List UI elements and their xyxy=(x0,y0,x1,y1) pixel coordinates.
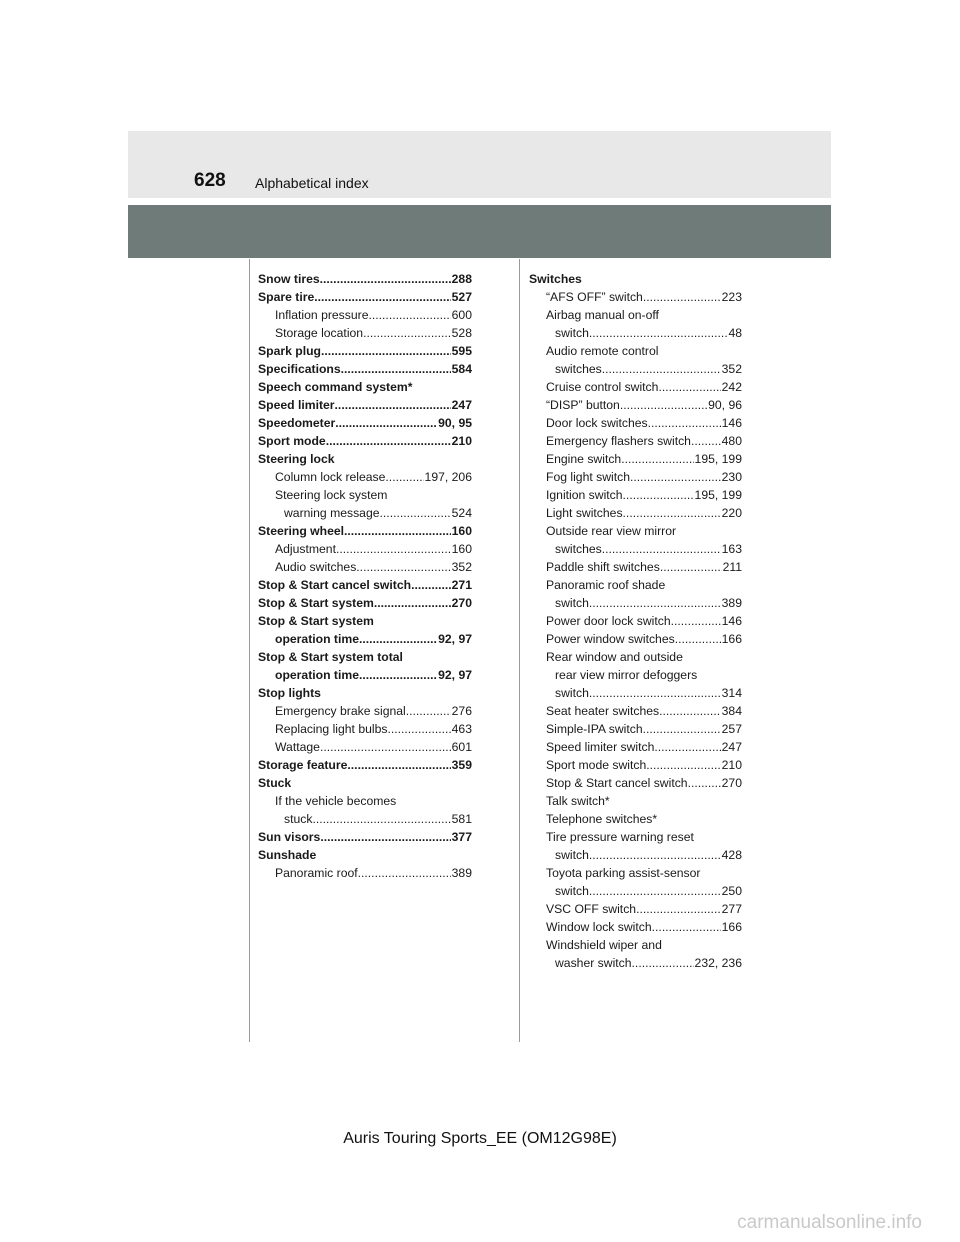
dot-leader xyxy=(359,666,437,684)
page-ref: 247 xyxy=(721,740,742,754)
page-ref: 210 xyxy=(451,434,472,448)
index-term: Sport mode switch xyxy=(546,758,647,772)
page-ref: 352 xyxy=(721,362,742,376)
page-number: 628 xyxy=(194,170,226,191)
index-term: switch xyxy=(555,596,589,610)
index-entry xyxy=(258,828,472,846)
index-term: Rear window and outside xyxy=(546,650,683,664)
index-entry xyxy=(529,612,742,630)
dot-leader xyxy=(675,630,721,648)
dot-leader xyxy=(620,396,707,414)
index-entry xyxy=(529,918,742,936)
watermark: carmanualsonline.info xyxy=(737,1212,922,1233)
index-entry xyxy=(258,414,472,432)
index-term: Outside rear view mirror xyxy=(546,524,677,538)
index-entry xyxy=(258,864,472,882)
index-entry xyxy=(529,666,742,684)
index-term: Toyota parking assist-sensor xyxy=(546,866,701,880)
dot-leader xyxy=(335,396,451,414)
dot-leader xyxy=(632,954,694,972)
index-entry xyxy=(258,612,472,630)
dot-leader xyxy=(335,414,437,432)
page-ref: 270 xyxy=(721,776,742,790)
page-ref: 163 xyxy=(721,542,742,556)
dot-leader xyxy=(320,828,450,846)
dot-leader xyxy=(630,468,721,486)
index-term: Audio remote control xyxy=(546,344,659,358)
index-term: Speedometer xyxy=(258,416,336,430)
page-ref: 584 xyxy=(451,362,472,376)
dot-leader xyxy=(643,720,721,738)
index-entry xyxy=(258,450,472,468)
page-ref: 528 xyxy=(451,326,472,340)
index-term: switches xyxy=(555,362,602,376)
index-entry xyxy=(258,468,472,486)
dot-leader xyxy=(671,612,721,630)
index-entry xyxy=(529,432,742,450)
page-ref: 160 xyxy=(451,542,472,556)
index-entry xyxy=(258,324,472,342)
dot-leader xyxy=(652,918,721,936)
index-term: Talk switch* xyxy=(546,794,610,808)
page-ref: 270 xyxy=(451,596,472,610)
index-term: Speed limiter switch xyxy=(546,740,655,754)
index-entry xyxy=(529,558,742,576)
dot-leader xyxy=(660,558,722,576)
index-entry xyxy=(258,396,472,414)
index-entry xyxy=(258,342,472,360)
index-entry xyxy=(529,630,742,648)
page-ref: 276 xyxy=(451,704,472,718)
dot-leader xyxy=(589,324,728,342)
index-entry xyxy=(258,522,472,540)
index-term: Speed limiter xyxy=(258,398,335,412)
index-term: Simple-IPA switch xyxy=(546,722,643,736)
index-entry xyxy=(529,936,742,954)
page-ref: 232, 236 xyxy=(694,956,742,970)
index-entry xyxy=(258,738,472,756)
index-entry xyxy=(258,540,472,558)
dot-leader xyxy=(623,504,721,522)
dot-leader xyxy=(654,738,720,756)
index-term: Door lock switches xyxy=(546,416,648,430)
index-entry xyxy=(258,720,472,738)
dot-leader xyxy=(623,486,694,504)
page-ref: 384 xyxy=(721,704,742,718)
index-entry xyxy=(529,720,742,738)
page-ref: 352 xyxy=(451,560,472,574)
dot-leader xyxy=(659,702,721,720)
index-entry xyxy=(258,702,472,720)
index-term: Paddle shift switches xyxy=(546,560,660,574)
dot-leader xyxy=(602,540,721,558)
index-term: switches xyxy=(555,542,602,556)
dot-leader xyxy=(406,702,451,720)
index-entry xyxy=(529,270,742,288)
dot-leader xyxy=(589,594,721,612)
index-entry xyxy=(258,756,472,774)
dot-leader xyxy=(312,810,450,828)
index-term: Ignition switch xyxy=(546,488,623,502)
page-ref: 223 xyxy=(721,290,742,304)
index-term: Emergency flashers switch xyxy=(546,434,691,448)
index-term: Tire pressure warning reset xyxy=(546,830,694,844)
index-entry xyxy=(258,648,472,666)
index-term: “DISP” button xyxy=(546,398,620,412)
index-term: Telephone switches* xyxy=(546,812,658,826)
index-term: Specifications xyxy=(258,362,341,376)
index-entry xyxy=(258,846,472,864)
index-entry xyxy=(529,756,742,774)
index-entry xyxy=(258,792,472,810)
index-term: Seat heater switches xyxy=(546,704,660,718)
page-ref: 210 xyxy=(721,758,742,772)
index-term: Steering lock system xyxy=(275,488,388,502)
index-term: washer switch xyxy=(555,956,632,970)
index-entry xyxy=(529,522,742,540)
page-ref: 166 xyxy=(721,632,742,646)
index-entry xyxy=(258,558,472,576)
dot-leader xyxy=(636,900,721,918)
index-entry xyxy=(258,306,472,324)
index-entry xyxy=(529,342,742,360)
index-term: Speech command system* xyxy=(258,380,413,394)
dot-leader xyxy=(589,846,721,864)
index-entry xyxy=(258,378,472,396)
index-term: warning message xyxy=(284,506,380,520)
page-ref: 195, 199 xyxy=(694,452,742,466)
index-term: Stop lights xyxy=(258,686,321,700)
index-term: Sunshade xyxy=(258,848,317,862)
dot-leader xyxy=(688,774,721,792)
index-entry xyxy=(258,774,472,792)
index-term: Stop & Start cancel switch xyxy=(258,578,412,592)
page-ref: 314 xyxy=(721,686,742,700)
dot-leader xyxy=(589,882,721,900)
index-entry xyxy=(258,576,472,594)
index-entry xyxy=(529,486,742,504)
index-term: Panoramic roof shade xyxy=(546,578,666,592)
index-term: Fog light switch xyxy=(546,470,630,484)
left-divider xyxy=(249,259,250,1042)
index-entry xyxy=(258,432,472,450)
dot-leader xyxy=(621,450,693,468)
page-ref: 524 xyxy=(451,506,472,520)
index-entry xyxy=(529,684,742,702)
dot-leader xyxy=(380,504,451,522)
index-term: switch xyxy=(555,884,589,898)
index-term: Audio switches xyxy=(275,560,357,574)
dot-leader xyxy=(385,468,423,486)
dot-leader xyxy=(691,432,721,450)
dot-leader xyxy=(326,432,451,450)
index-entry xyxy=(529,396,742,414)
dot-leader xyxy=(411,576,451,594)
page-ref: 242 xyxy=(721,380,742,394)
page-ref: 146 xyxy=(721,416,742,430)
index-term: Windshield wiper and xyxy=(546,938,662,952)
index-entry xyxy=(529,702,742,720)
dot-leader xyxy=(369,306,451,324)
page-ref: 581 xyxy=(451,812,472,826)
center-divider xyxy=(519,259,520,1042)
index-entry xyxy=(529,900,742,918)
index-term: Switches xyxy=(529,272,582,286)
index-term: Engine switch xyxy=(546,452,622,466)
dot-leader xyxy=(341,360,451,378)
index-entry xyxy=(258,360,472,378)
index-term: Cruise control switch xyxy=(546,380,659,394)
index-entry xyxy=(258,288,472,306)
index-term: switch xyxy=(555,326,589,340)
page-ref: 595 xyxy=(451,344,472,358)
index-entry xyxy=(529,774,742,792)
page-ref: 359 xyxy=(451,758,472,772)
index-column-left xyxy=(258,270,472,882)
index-term: Steering wheel xyxy=(258,524,345,538)
dot-leader xyxy=(363,324,451,342)
page-ref: 146 xyxy=(721,614,742,628)
page-ref: 250 xyxy=(721,884,742,898)
page-ref: 92, 97 xyxy=(438,668,472,682)
header-band xyxy=(128,131,831,198)
index-entry xyxy=(258,630,472,648)
index-entry xyxy=(529,792,742,810)
page-ref: 389 xyxy=(451,866,472,880)
index-term: Adjustment xyxy=(275,542,336,556)
index-term: Storage location xyxy=(275,326,364,340)
footer-model: Auris Touring Sports_EE (OM12G98E) xyxy=(343,1130,617,1147)
dot-leader xyxy=(314,288,450,306)
index-term: stuck xyxy=(284,812,313,826)
index-term: Stop & Start system xyxy=(258,614,374,628)
index-entry xyxy=(529,864,742,882)
index-term: Power door lock switch xyxy=(546,614,671,628)
page-ref: 92, 97 xyxy=(438,632,472,646)
page-ref: 277 xyxy=(721,902,742,916)
dot-leader xyxy=(374,594,451,612)
index-term: VSC OFF switch xyxy=(546,902,637,916)
index-entry xyxy=(258,666,472,684)
page-ref: 257 xyxy=(721,722,742,736)
index-term: Wattage xyxy=(275,740,320,754)
page-ref: 90, 95 xyxy=(438,416,472,430)
page-ref: 428 xyxy=(721,848,742,862)
index-term: Spark plug xyxy=(258,344,321,358)
page-ref: 247 xyxy=(451,398,472,412)
dot-leader xyxy=(336,540,451,558)
index-entry xyxy=(529,360,742,378)
page-ref: 220 xyxy=(721,506,742,520)
index-term: Stop & Start system xyxy=(258,596,374,610)
index-entry xyxy=(258,504,472,522)
index-term: rear view mirror defoggers xyxy=(555,668,698,682)
dot-leader xyxy=(643,288,721,306)
page-ref: 377 xyxy=(451,830,472,844)
index-term: If the vehicle becomes xyxy=(275,794,397,808)
dot-leader xyxy=(356,558,450,576)
page-ref: 601 xyxy=(451,740,472,754)
index-term: switch xyxy=(555,848,589,862)
index-entry xyxy=(529,882,742,900)
index-term: Light switches xyxy=(546,506,623,520)
index-entry xyxy=(529,828,742,846)
index-term: switch xyxy=(555,686,589,700)
page-ref: 48 xyxy=(728,326,742,340)
dot-leader xyxy=(658,378,720,396)
index-term: Stop & Start system total xyxy=(258,650,403,664)
page-ref: 90, 96 xyxy=(708,398,742,412)
index-term: operation time xyxy=(275,632,359,646)
page-ref: 230 xyxy=(721,470,742,484)
dot-leader xyxy=(320,738,451,756)
index-entry xyxy=(529,738,742,756)
page-ref: 271 xyxy=(451,578,472,592)
index-entry xyxy=(529,594,742,612)
index-entry xyxy=(258,270,472,288)
dot-leader xyxy=(602,360,721,378)
index-entry xyxy=(529,954,742,972)
dot-leader xyxy=(648,414,721,432)
index-term: Inflation pressure xyxy=(275,308,369,322)
index-term: Snow tires xyxy=(258,272,320,286)
index-entry xyxy=(529,468,742,486)
page-ref: 197, 206 xyxy=(424,470,472,484)
index-entry xyxy=(529,450,742,468)
dot-leader xyxy=(387,720,450,738)
page-ref: 389 xyxy=(721,596,742,610)
index-entry xyxy=(258,594,472,612)
index-term: Panoramic roof xyxy=(275,866,358,880)
dot-leader xyxy=(347,756,450,774)
index-term: Column lock release xyxy=(275,470,386,484)
page-ref: 160 xyxy=(451,524,472,538)
page-ref: 166 xyxy=(721,920,742,934)
index-entry xyxy=(258,486,472,504)
index-term: Stuck xyxy=(258,776,292,790)
index-entry xyxy=(529,306,742,324)
index-entry xyxy=(529,504,742,522)
index-term: Steering lock xyxy=(258,452,335,466)
index-entry xyxy=(529,378,742,396)
index-term: Storage feature xyxy=(258,758,348,772)
index-entry xyxy=(529,288,742,306)
header-dark-band xyxy=(128,205,831,258)
index-column-right xyxy=(529,270,742,972)
index-entry xyxy=(529,414,742,432)
dot-leader xyxy=(589,684,721,702)
page-ref: 527 xyxy=(451,290,472,304)
index-term: Replacing light bulbs xyxy=(275,722,388,736)
index-term: operation time xyxy=(275,668,359,682)
index-term: Spare tire xyxy=(258,290,315,304)
index-entry xyxy=(529,648,742,666)
index-term: Stop & Start cancel switch xyxy=(546,776,688,790)
page-ref: 480 xyxy=(721,434,742,448)
dot-leader xyxy=(320,270,451,288)
index-entry xyxy=(258,684,472,702)
index-entry xyxy=(258,810,472,828)
dot-leader xyxy=(646,756,720,774)
index-entry xyxy=(529,846,742,864)
index-term: Sun visors xyxy=(258,830,321,844)
dot-leader xyxy=(344,522,451,540)
page-ref: 195, 199 xyxy=(694,488,742,502)
index-term: Power window switches xyxy=(546,632,675,646)
index-term: Sport mode xyxy=(258,434,326,448)
index-entry xyxy=(529,324,742,342)
index-term: Emergency brake signal xyxy=(275,704,406,718)
index-term: Airbag manual on-off xyxy=(546,308,659,322)
page-ref: 463 xyxy=(451,722,472,736)
index-term: Window lock switch xyxy=(546,920,652,934)
page-ref: 211 xyxy=(722,560,742,574)
index-entry xyxy=(529,810,742,828)
index-entry xyxy=(529,540,742,558)
page-ref: 288 xyxy=(451,272,472,286)
dot-leader xyxy=(358,864,451,882)
dot-leader xyxy=(321,342,451,360)
index-entry xyxy=(529,576,742,594)
page-ref: 600 xyxy=(451,308,472,322)
index-term: “AFS OFF” switch xyxy=(546,290,643,304)
dot-leader xyxy=(359,630,437,648)
section-title: Alphabetical index xyxy=(255,175,369,191)
